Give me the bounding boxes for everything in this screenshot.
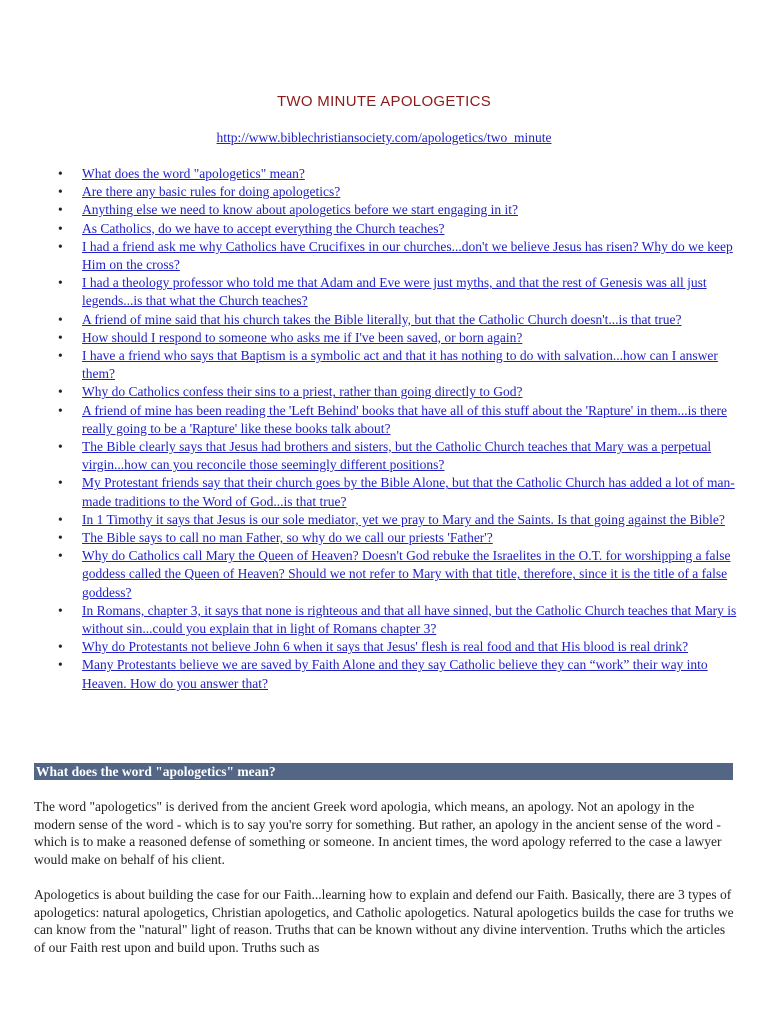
question-list-item xyxy=(58,656,738,692)
question-list-item xyxy=(58,474,738,510)
bullet-icon: • xyxy=(58,311,63,327)
bullet-icon: • xyxy=(58,657,63,673)
bullet-icon: • xyxy=(58,384,63,400)
question-list-item xyxy=(58,274,738,310)
question-list-item xyxy=(58,347,738,383)
question-link[interactable]: In Romans, chapter 3, it says that none is righteous and that all have sinned, but the Catholic Church teaches that Mary is without sin...could you explain that in light of Romans chapter 3? xyxy=(82,602,737,637)
bullet-icon: • xyxy=(58,602,63,618)
bullet-icon: • xyxy=(58,166,63,181)
bullet-icon: • xyxy=(58,439,63,455)
bullet-icon: • xyxy=(58,202,63,218)
bullet-icon: • xyxy=(58,511,63,527)
bullet-icon: • xyxy=(58,220,63,236)
bullet-icon: • xyxy=(58,329,63,345)
bullet-icon: • xyxy=(58,548,63,564)
question-list-item xyxy=(58,311,738,329)
question-list-item xyxy=(58,220,738,238)
question-link[interactable]: Anything else we need to know about apologetics before we start engaging in it? xyxy=(82,202,519,218)
paragraph: The word "apologetics" is derived from the ancient Greek word apologia, which means, an apology. Not an apology in the modern sense of the word - which is to say you're sorry for something. But rather, an apology in the ancient sense of the word - which is to make a reasoned defense of something or someone. In ancient times, the word apology referred to the case a lawyer would make on behalf of his client. xyxy=(34,799,722,867)
question-link[interactable]: Many Protestants believe we are saved by Faith Alone and they say Catholic believe they can “work” their way into Heaven. How do you answer that? xyxy=(82,657,708,691)
question-list-item xyxy=(58,201,738,219)
question-list-item xyxy=(58,638,738,656)
question-link[interactable]: As Catholics, do we have to accept everything the Church teaches? xyxy=(82,220,445,236)
paragraph: Apologetics is about building the case for our Faith...learning how to explain and defend our Faith. Basically, there are 3 types of apologetics: natural apologetics, Christian apologetics, and Catholic apologetics. Natural apologetics builds the case for truths we can know from the "natural" light of reason. Truths that can be known without any divine intervention. Truths which the articles of our Faith rest upon and build upon. Truths such as xyxy=(34,887,734,955)
question-link[interactable]: A friend of mine has been reading the 'Left Behind' books that have all of this stuff about the 'Rapture' in them...is there really going to be a 'Rapture' like these books talk about? xyxy=(82,402,727,436)
question-list xyxy=(58,165,738,693)
bullet-icon: • xyxy=(58,530,63,546)
question-list-item xyxy=(58,329,738,347)
question-link[interactable]: What does the word "apologetics" mean? xyxy=(82,166,305,181)
question-link[interactable]: Why do Catholics confess their sins to a priest, rather than going directly to God? xyxy=(82,384,523,400)
question-link[interactable]: How should I respond to someone who asks me if I've been saved, or born again? xyxy=(82,329,523,345)
question-link[interactable]: The Bible says to call no man Father, so why do we call our priests 'Father'? xyxy=(82,530,493,546)
question-list-item xyxy=(58,602,738,638)
question-link[interactable]: A friend of mine said that his church takes the Bible literally, but that the Catholic Church doesn't...is that true? xyxy=(82,311,682,327)
bullet-icon: • xyxy=(58,348,63,364)
bullet-icon: • xyxy=(58,238,63,254)
question-link[interactable]: In 1 Timothy it says that Jesus is our sole mediator, yet we pray to Mary and the Saints. Is that going against the Bible? xyxy=(82,511,725,527)
question-list-item xyxy=(58,529,738,547)
question-list-item xyxy=(58,438,738,474)
question-list-item xyxy=(58,402,738,438)
section-heading: What does the word "apologetics" mean? xyxy=(34,763,733,780)
question-link[interactable]: Are there any basic rules for doing apologetics? xyxy=(82,184,341,200)
bullet-icon: • xyxy=(58,402,63,418)
question-link[interactable]: I had a friend ask me why Catholics have Crucifixes in our churches...don't we believe Jesus has risen? Why do we keep Him on the cross? xyxy=(82,238,733,273)
bullet-icon: • xyxy=(58,184,63,200)
question-link[interactable]: I had a theology professor who told me that Adam and Eve were just myths, and that the rest of Genesis was all just legends...is that what the Church teaches? xyxy=(82,275,707,309)
bullet-icon: • xyxy=(58,639,63,655)
bullet-icon: • xyxy=(58,275,63,291)
question-link[interactable]: The Bible clearly says that Jesus had brothers and sisters, but the Catholic Church teaches that Mary was a perpetual virgin...how can you reconcile those seemingly different positions? xyxy=(82,439,712,473)
document-title: TWO MINUTE APOLOGETICS xyxy=(276,93,492,110)
question-list-item xyxy=(58,183,738,201)
bullet-icon: • xyxy=(58,475,63,491)
question-list-item xyxy=(58,383,738,401)
question-list-item xyxy=(58,511,738,529)
question-link[interactable]: Why do Catholics call Mary the Queen of Heaven? Doesn't God rebuke the Israelites in the O.T. for worshipping a false goddess called the Queen of Heaven? Should we not refer to Mary with that title, therefore, since it is the title of a false goddess? xyxy=(82,548,731,600)
question-link[interactable]: My Protestant friends say that their church goes by the Bible Alone, but that the Catholic Church has added a lot of man-made traditions to the Word of God...is that true? xyxy=(82,475,735,509)
question-link[interactable]: I have a friend who says that Baptism is a symbolic act and that it has nothing to do with salvation...how can I answer them? xyxy=(82,348,718,382)
question-list-item xyxy=(58,547,738,602)
source-url-link[interactable]: http://www.biblechristiansociety.com/apologetics/two_minute xyxy=(216,130,552,145)
question-link[interactable]: Why do Protestants not believe John 6 when it says that Jesus' flesh is real food and that His blood is real drink? xyxy=(82,639,689,655)
question-list-item xyxy=(58,238,738,274)
question-list-item xyxy=(58,165,738,183)
